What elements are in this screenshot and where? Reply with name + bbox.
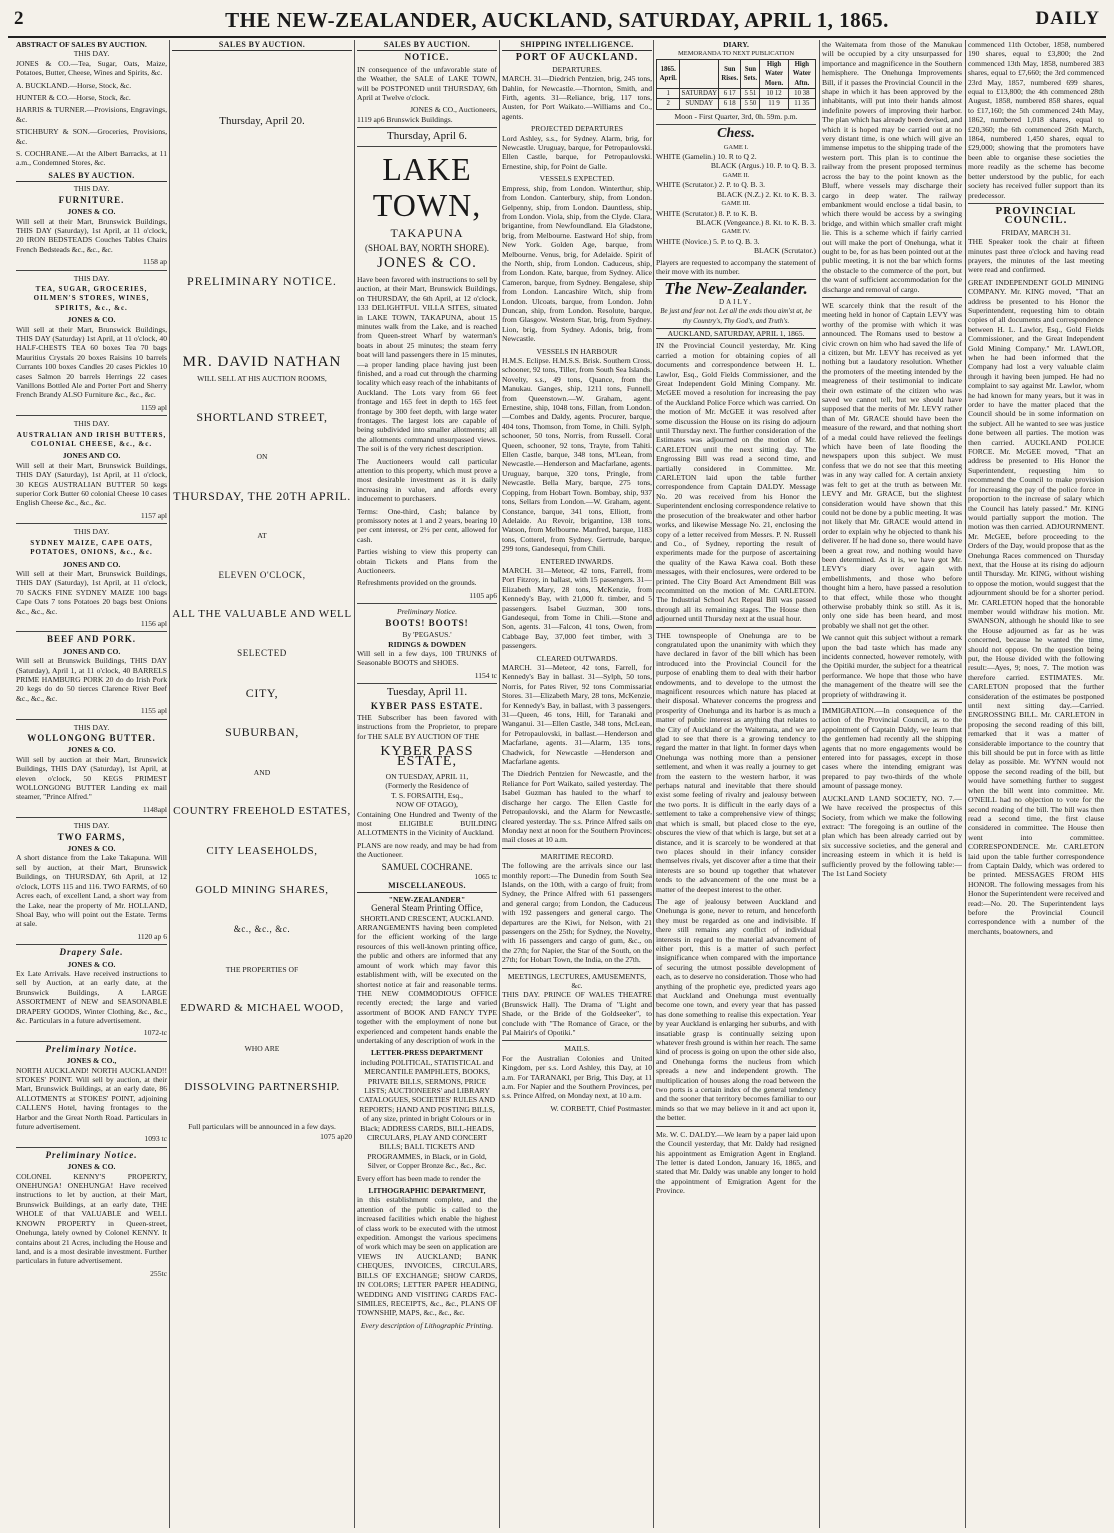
harbour-body: H.M.S. Eclipse. H.M.S.S. Brisk. Southern Cross, schooner, 92 tons, Tiller, from South Sea Islands. Novelty, s.s., 49 tons, Quance, from the Manukau. Ganges, ship, 1211 tons, Funnell, from Queenstown.—W. Graham, agent. Ernestine, ship, 1048 tons, Fillan, from London.—Combes and Daldy, agents. Procurer, barque, 404 tons, Thomson, from Tome, in Chili. Sylph, schooner, 50 tons, Norris, from Russell. Coral Queen, schooner, 92 tons, Trayte, from Tahiti. Ellen Castle, barque, 348 tons, M'Lean, from Newcastle.—Henderson and Macfarlane, agents. Uruguay, barque, 320 tons, Pringle, from Newcastle. Bella Mary, barque, 275 tons, Copping, from Hobart Town. Bombay, ship, 937 tons, Sellars from London.—W. Graham, agent. Constance, barque, 341 tons, Elliott, from Adelaide. Au Revoir, brigantine, 138 tons, Watson, from Melbourne. Manfred, barque, 1183 tons, Cotterel, from Sydney. Gertrude, barque, 299 tons, Gandesequi, from Chili. <box>502 356 652 554</box>
city-leaseholds: CITY LEASEHOLDS, <box>206 844 318 857</box>
litho-footer: Every description of Lithographic Printing. <box>360 1320 494 1330</box>
ad-body: Ex Late Arrivals. Have received instructions to sell by Auction, at an early date, at the Brunswick Buildings, A LARGE ASSORTMENT of NEW and SEASONABLE DRAPERY GOODS, Winter Clothing, &c., &c., &c. Particulars in a future advertisement. <box>16 968 167 1025</box>
port-title: PORT OF AUCKLAND. <box>515 52 639 64</box>
table-cell: 6 17 <box>719 89 741 99</box>
ad-day: THIS DAY. <box>73 821 110 831</box>
daldy-body: —We learn by a paper laid upon the Council yesterday, that Mr. Daldy had resigned his appointment as Emigration Agent in England. The letter is dated London, January 16, 1865, and stated that Mr. Daldy was unable any longer to hold the appointment of Emigration Agent for the Province. <box>656 1129 816 1196</box>
mails-body: For the Australian Colonies and United Kingdom, per s.s. Lord Ashley, this Day, at 10 a.m. For TARANAKI, per Brig, This Day, at 11 a.m. For Napier and the Southern Provinces, per s.s. Prince Alfred, on Monday next, at 10 a.m. <box>502 1053 652 1101</box>
diary-title: DIARY. <box>723 40 749 49</box>
outwards-body: MARCH. 31—Meteor, 42 tons, Farrell, for Kennedy's Bay in ballast. 31—Sylph, 50 tons, Norris, for Pates River, 92 tons Commissariat Stores. 31—Elizabeth Mary, 28 tons, McKenzie, for Kennedy's Bay, in ballast, with 3 passengers. 31—Queen, 46 tons, Hill, for Taranaki and Wanganui. 31—Ellen Castle, 348 tons, McLean, for Petropaulovski, in ballast.—Henderson and Macfarlane, agents. 31—Alarm, 135 tons, Chadwick, for Newcastle —Henderson and Macfarlane agents. <box>502 663 652 767</box>
printing-sub: General Steam Printing Office, <box>371 903 483 914</box>
ad-seller: JONES & CO. <box>67 315 116 325</box>
ad-heading: AUSTRALIAN AND IRISH BUTTERS, COLONIAL CHEESE, &c., &c. <box>16 430 167 449</box>
boots-pre: Preliminary Notice. <box>396 607 458 617</box>
ad-seller: JONES & CO. <box>67 745 116 755</box>
litho-intro: Every effort has been made to render the <box>357 1173 481 1183</box>
column-heading: SHIPPING INTELLIGENCE. <box>502 40 652 51</box>
inwards-body: MARCH. 31—Meteor, 42 tons, Farrell, from Port Fitzroy, in ballast, with 15 passengers. 31—Elizabeth Mary, 28 tons, McKenzie, from Kennedy's Bay, with 21,000 ft. timber, and 5 passengers. Isabel Guzman, 300 tons, Gandesequi, from Tome in Chili.—Stone and Son, agents. 31—Falcon, 41 tons, Owen, from Cabbage Bay, 37,000 feet timber, with 3 passengers. <box>502 565 652 651</box>
freehold-estates: COUNTRY FREEHOLD ESTATES, <box>173 805 351 818</box>
maritime-body: The following are the arrivals since our last monthly report:—The Dunedin from South Sea Islands, on the 10th, with a cargo of fruit; from Sydney, the Prince Alfred with 61 passengers and general cargo; from London, the Caduceus with 192 passengers and general cargo. The departures are the Kiwi, for Nelson, with 21 passengers on the 25th; for Sydney, the Novelty, with 16 passengers and cargo of gum, &c., on the 27th; for Napier, the Star of the South, on the 27th; for Hobart Town, the India, on the 27th. <box>502 861 652 965</box>
misc-heading: MISCELLANEOUS. <box>357 881 497 892</box>
land-society-item: AUCKLAND LAND SOCIETY, NO. 7.—We have received the prospectus of this Society, from which we make the following extract: 'The foregoing is an outline of the plan which has been already carried out by six successive societies, and the general and increasing esteem in which it is held is sufficiently proved by the following table:—The 1st Land Society <box>822 793 962 878</box>
chess-game <box>656 199 816 227</box>
abstract-item: HARRIS & TURNER.—Provisions, Engravings, &c. <box>16 105 167 124</box>
ad-ref: 1075 ap20 <box>320 1131 352 1141</box>
kyber-heading: KYBER PASS ESTATE. <box>370 700 484 711</box>
printing-body: ARRANGEMENTS having been completed for the efficient working of the large resources of this well-known printing office, the public and others are informed that any amount of work which may favor this establishment with, will be executed on the shortest notice at fair and reasonable terms. THE NEW COMMODIOUS OFFICE recently erected; the large and varied assortment of BOOK AND FANCY TYPE together with the employment of none but experienced and competent hands enable the undertaking of any description of work in the <box>357 923 497 1045</box>
divider <box>16 523 167 524</box>
top-rule <box>8 36 1106 38</box>
land-society-cont: commenced 11th October, 1858, numbered 190 shares, equal to £3,800; the 2nd commenced 13th May, 1858, numbered 383 shares, equal to £7,660; the 3rd commenced 23rd May, 1857, numbered 699 shares, equal to £13,800; the 4th commenced 28th August, 1858, numbered 858 shares, equal to £17,160; the 5th commenced 24th May, 1862, numbered 1,018 shares, equal to £20,360; the 6th commenced 26th March, 1864, numbered 1,450 shares, equal to £29,000; showing that the promoters have been able to organise these societies the more readily as the scheme has become better understood by the public, for each society has received fuller support than its predecessor. <box>968 40 1104 200</box>
editorial-2: THE townspeople of Onehunga are to be congratulated upon the unanimity with which they have declared in favor of the bill which has been introduced into the Provincial Council for the purpose of enabling them to deal with their harbor endowments, and to develope to the utmost the magnificent resources which nature has placed at their disposal. Whatever concerns the progress and prosperity of Onehunga and its harbor is as much a matter of public interest as anything that relates to the City of Auckland or the Waitemata, and we are glad to see that there is a growing tendency to regard the matter in that light. In former days when Onehunga was nothing more than a pensioner settlement, and when it was really a journey to get from the eastern to the western harbor, it was perhaps natural and inevitable that there should exist some feeling of rivalry and jealousy between the two ports. It is difficult in the early days of a settlement to take a comprehensive view of things; that which is small, but placed close to the eye, obscures the view of that which is large, but set at a distance, and it is scarcely to be wondered at that two places should in their infancy consider themselves rivals, yet discover after a time that their interests are so bound up together that whatever tends to the advancement of the one must be a matter of the deepest interest to the other. <box>656 630 816 894</box>
takapuna-title: TAKAPUNA <box>390 225 464 240</box>
ad-seller: JONES AND CO. <box>62 451 121 461</box>
printing-title: "NEW-ZEALANDER" <box>388 894 466 904</box>
divider <box>357 603 497 604</box>
all-valuable: ALL THE VALUABLE AND WELL <box>172 608 352 621</box>
owners-name: EDWARD & MICHAEL WOOD, <box>180 1002 344 1015</box>
column-divider <box>653 40 654 1528</box>
abstract-list <box>16 59 167 168</box>
shipping-notes: The Diedrich Pentzien for Newcastle, and the Reliance for Port Waikato, sailed yesterday. The Isabel Guzman has hauled to the wharf to discharge her cargo. The Ellen Castle for Petropaulovski, and the Alarm for Newcastle, cleared yesterday. The s.s. Prince Alfred sails on Monday next at noon for the Southern Provinces; mail closes at 10 a.m. <box>502 769 652 845</box>
divider <box>16 270 167 271</box>
ad-heading: SYDNEY MAIZE, CAPE OATS, POTATOES, ONIONS, &c., &c. <box>30 538 153 557</box>
chess-black-move: BLACK (Vengeance.) 8. Kt. to K. B. 3. <box>695 217 816 227</box>
ad-seller: JONES & CO. <box>67 207 116 217</box>
letterpress-list: including POLITICAL, STATISTICAL and MERCANTILE PAMPHLETS, BOOKS, PRIVATE BILLS, SERMONS, PRICE LISTS; AUCTIONEERS' and LIBRARY CATALOGUES, SOCIETIES' RULES AND REPORTS; HAND AND POSTING BILLS, of any size, printed in bright Colours or in Black; ADDRESS CARDS, BILL-HEADS, CIRCULARS, PLAY AND CONCERT BILLS; BALL TICKETS AND PROGRAMMES, in Black, or in Gold, Silver, or Copper Bronze &c., &c., &c. <box>358 1057 496 1171</box>
ad-heading: Preliminary Notice. <box>45 1149 138 1160</box>
kyber-sign: SAMUEL COCHRANE. <box>381 861 473 872</box>
table-cell: SUNDAY <box>680 99 719 109</box>
chess-game <box>656 171 816 199</box>
column-divider <box>169 40 170 1528</box>
on-word: ON <box>256 452 268 462</box>
lake-terms: Terms: One-third, Cash; balance by promissory notes at 1 and 2 years, bearing 10 per cent interest, or 2½ per cent, allowed for cash. <box>357 506 497 544</box>
projected-heading: PROJECTED DEPARTURES <box>531 124 623 134</box>
litho-body: in this establishment complete, and the attention of the public is called to the increased facilities which enable the highest of class work to be executed with the utmost expedition. Amongst the various specimens of work which may be seen on application are VIEWS IN AUCKLAND; BANK CHEQUES, INVOICES, CIRCULARS, BILLS OF EXCHANGE; SHOW CARDS, IN COLORS; LETTER PAPER HEADING, WEDDING AND VISITING CARDS FAC-SIMILES, RECEIPTS, &c., &c., PLANS OF TOWNSHIP, MAPS, &c., &c., &c. <box>357 1195 497 1318</box>
ad-seller: JONES & CO. <box>67 959 116 969</box>
lake-body-2: The Auctioneers would call particular attention to this property, which must prove a most desirable investment as it is daily increasing in value, and affords every inducement to purchasers. <box>357 456 497 504</box>
divider <box>357 127 497 128</box>
moon-phase: Moon - First Quarter, 3rd, 0h. 59m. p.m. <box>674 111 798 121</box>
editorial-cont: the Waitemata from those of the Manukau will be occupied by a city unsurpassed for importance and magnificence in the Southern hemisphere. The Onehunga Improvements Bill, if it passes the Provincial Council in the shape in which it has been approved by the inhabitants, will put into their hands almost indefinite powers of improving their harbor. The plan which has already been devised, and which it is hoped may be carried out at no very distant time, is one which will give an immense impetus to the shipping trade of the western port. This plan is to continue the railway from the present proposed terminus across the bay to the point known as the Bluff, where vessels may discharge their cargo in deep water. The railway embankment would enclose a tidal basin, to which there would be access by a swinging bridge, and within which smaller craft might lie. This is a scheme which if fairly carried out will make the port of Onehunga, what it ought to be, for as has been pointed out at the public meeting, it is not the bar which forms the obstacle to the commerce of the port, but the want of sufficient accommodation for the discharge and removal of cargo. <box>822 40 962 294</box>
divider <box>502 968 652 969</box>
auction-ad <box>16 184 167 270</box>
notice-sign: JONES & CO., Auctioneers, <box>410 105 497 115</box>
table-header: Sun Sets. <box>741 59 760 88</box>
auction-ad <box>16 821 167 945</box>
auctioneer-name: MR. DAVID NATHAN <box>182 354 342 371</box>
table-header <box>680 59 719 88</box>
column-divider <box>819 40 820 1528</box>
column-heading: SALES BY AUCTION. <box>172 40 352 51</box>
litho-title: LITHOGRAPHIC DEPARTMENT, <box>368 1186 486 1196</box>
boots-seller: RIDINGS & DOWDEN <box>388 639 466 649</box>
chess-game <box>656 227 816 255</box>
ad-day: THIS DAY. <box>73 273 110 283</box>
boots-title: BOOTS! BOOTS! <box>385 617 469 628</box>
notice-body: IN consequence of the unfavorable state of the Weather, the SALE of LAKE TOWN, will be POSTPONED until THURSDAY, 6th April at Twelve o'clock. <box>357 64 497 103</box>
notice-ref: 1119 ap6 Brunswick Buildings. <box>357 114 453 124</box>
chess-game-number: GAME IV. <box>721 228 751 236</box>
diary-table <box>656 59 816 110</box>
auction-ad <box>16 723 167 819</box>
column-2 <box>172 40 352 1528</box>
paper-motto: Be just and fear not. Let all the ends thou aim'st at, be thy Country's, Thy God's, and Truth's. <box>660 307 812 325</box>
kyber-body: THE Subscriber has been favored with instructions from the Proprietor, to prepare for THE SALE BY AUCTION OF THE <box>357 712 497 741</box>
daldy-title: Mr. W. C. DALDY. <box>656 1129 717 1139</box>
ad-day: THIS DAY. <box>73 527 110 537</box>
harbour-heading: VESSELS IN HARBOUR <box>536 346 618 356</box>
ad-ref: 1154 tc <box>474 670 497 680</box>
abstract-subheading: THIS DAY. <box>73 49 110 59</box>
column-5 <box>656 40 816 1528</box>
dissolving-partnership: DISSOLVING PARTNERSHIP. <box>184 1080 340 1093</box>
table-row <box>657 89 816 99</box>
sales-heading: SALES BY AUCTION. <box>16 171 167 182</box>
kyber-res: (Formerly the Residence of <box>385 781 469 791</box>
departures-heading: DEPARTURES. <box>552 64 602 74</box>
ad-ref: 1105 ap6 <box>469 590 497 600</box>
ad-body: NORTH AUCKLAND! NORTH AUCKLAND!! STOKES' POINT. Will sell by auction, at their Mart, Brunswick Buildings, at an early date, 86 ALLOTMENTS at STOKES' POINT, adjoining CALLEN'S Hotel, having frontages to the Harbor and the Great North Road. Particulars in future advertisement. <box>16 1065 167 1132</box>
ad-day: THIS DAY. <box>73 184 110 194</box>
paper-dateline: AUCKLAND, SATURDAY, APRIL 1, 1865. <box>656 328 816 339</box>
expected-body: Empress, ship, from London. Winterthur, ship, from London. Canterbury, ship, from London. Gelpenny, ship, from London. Dauntless, ship, from London. Viola, ship, from the Clyde. Clara, brigantine, from Newfoundland. Ela Gladstone, brig, from Melbourne. Eastward Ho! ship, from New York. Golden Age, barque, from Melbourne. Venus, brig, for Adelaide. Spirit of the North, ship, from London. Caduceus, ship, from London. Kate, barque, from Sydney. Alice Cameron, barque, from Sydney. Bengalese, ship from London. Lancashire Witch, ship from London. Ulcoats, barque, from London. John Duncan, ship, from London. Resolute, barque, from Glasgow. Western Star, brig, from Sydney. Lion, brig, from Sydney. Adonis, brig, from Newcastle. <box>502 183 652 344</box>
ad-day: THIS DAY. <box>73 722 110 732</box>
column-4 <box>502 40 652 1528</box>
lake-parties: Parties wishing to view this property can obtain Tickets and Plans from the Auctioneers. <box>357 547 497 576</box>
divider <box>656 124 816 125</box>
kyber-plans: PLANS are now ready, and may be had from the Auctioneer. <box>357 840 497 860</box>
outwards-heading: CLEARED OUTWARDS. <box>536 653 618 663</box>
kyber-date: Tuesday, April 11. <box>386 686 468 699</box>
divider <box>16 415 167 416</box>
divider <box>16 1041 167 1042</box>
chess-game-number: GAME II. <box>722 171 750 179</box>
ad-heading: FURNITURE. <box>58 194 125 205</box>
letterpress-title: LETTER-PRESS DEPARTMENT <box>370 1048 484 1058</box>
preliminary-notice: PRELIMINARY NOTICE. <box>187 273 337 288</box>
kyber-otago: NOW OF OTAGO), <box>396 800 458 810</box>
council-title: PROVINCIAL COUNCIL. <box>995 204 1077 227</box>
ad-body: A short distance from the Lake Takapuna. Will sell by auction, at their Mart, Brunswick Buildings, on THURSDAY, 6th April, at 12 o'clock, LOTS 115 and 116. TWO FARMS, of 60 Acres each, of excellent Land, a short way from the Lake, near the property of Mr. HOLLAND, Shoal Bay, who will point out the Estate. Terms at sale. <box>16 853 167 929</box>
ad-body: Will sell at their Mart, Brunswick Buildings, THIS DAY (Saturday), 1st April, at 11 o'clock, 30 KEGS AUSTRALIAN BUTTER 50 kegs superior Cork Butter 60 colonial Cheese 10 cases English Cheese &c., &c., &c. <box>16 460 167 508</box>
abstract-item: HUNTER & CO.—Horse, Stock, &c. <box>16 93 131 103</box>
boots-body: Will sell in a few days, 100 TRUNKS of Seasonable BOOTS and SHOES. <box>357 648 497 668</box>
ad-body: Will sell at their Mart, Brunswick Buildings, THIS DAY (Saturday), 1st April, at 11 o'clock, 20 IRON BEDSTEADS Couches Tables Chairs French Bedsteads &c., &c., &c. <box>16 216 167 254</box>
who-are: WHO ARE <box>244 1043 280 1053</box>
table-header: High Water Aftn. <box>788 59 815 88</box>
council-body: GREAT INDEPENDENT GOLD MINING COMPANY. Mr. KING moved, "That an address be presented to his Honor the Superintendent, requesting him to obtain copies of all documents and correspondence between H. L. Lawlor, Esq., Gold Fields Commissioner, and the Great Independent Gold Mining Company." Mr. LAWLOR, when he had been informed that the Company had lost a very valuable claim through it having been jumped. He had no complaint to say against Mr. Lawlor, whom he had known for many years, but it was in order to have the matter placed that the Council should be in some information on the subject. All he wanted to see was justice done between all parties. The motion was then carried. AUCKLAND POLICE FORCE. Mr. McGEE moved, "That an address be presented to His Honor the Superintendent, requesting him to recommend the Council to make provision for increasing the pay of the police force in proportion to the increase of salary which the Council has lately passed." Mr. KING would partially support the motion. The motion was then carried. ADJOURNMENT. Mr. McGEE, before proceeding to the Orders of the Day, would propose that as the Onehunga Races commenced on Thursday next, that the House at its rising do adjourn until Thursday. Mr. KING, without wishing to oppose the motion, would suggest that the adjournment should be for a shorter period. Mr. CARLETON hoped that the honorable member would withdraw his motion. Mr. SWANSON, although he should like to see the House adjourned as far as he was concerned, because he wanted the time, should not oppose. On the question being put, the House divided with the following result:—Ayes, 9; noes, 7. The motion was therefore carried. ESTIMATES. Mr. CARLETON proposed that the further consideration of the estimates be postponed until next sitting day.—Carried. ENGROSSING BILL. Mr. CARLETON in proposing the second reading of this bill, remarked that it was a matter of considerable importance to the country that this bill should be put in force with as little delay as possible. Mr. WYNN would not oppose the second reading of the bill, but would have something further to suggest when the bill went into committee. Mr. O'NEILL had no objection to vote for the second reading of the bill. The bill was then read a second time, the first clause considered in committee. The House then went into committee. CORRESPONDENCE. Mr. CARLETON laid upon the table further correspondence from Captain Daldy, which was ordered to be printed. MESSAGES FROM HIS HONOR. The following messages from his Honor the Superintendent were received and read:—No. 20. The Superintendent lays before the Provincial Council correspondence with a number of the merchants, boatowners, and <box>968 277 1104 936</box>
ad-seller: JONES AND CO. <box>62 559 121 569</box>
divider <box>357 146 497 147</box>
lake-body: Have been favored with instructions to sell by auction, at their Mart, Brunswick Buildings, on THURSDAY, the 6th April, at 12 o'clock, 133 DELIGHTFUL VILLA SITES, situated in LAKE TOWN, TAKAPUNA, about 15 minutes walk from the Lake, and is reached from Queen-street Wharf by waterman's boats in about 25 minutes; the steam ferry boat will land passengers there in 15 minutes,—a proper landing place having just been finished, and a road cut through the charming locality which easy reach of the inhabitants of Auckland. The Lots vary from 66 feet frontage and 165 feet in depth to 165 feet frontage by 300 feet depth, with large water frontages. The largest lots are capable of being subdivided into smaller allotments; all the allotments command unsurpassed views. The soil is of the very richest description. <box>357 274 497 454</box>
edition-label: DAILY <box>1035 8 1100 29</box>
divider <box>16 631 167 632</box>
divider <box>502 848 652 849</box>
ad-heading: Drapery Sale. <box>59 947 124 958</box>
ad-body: Will sell by auction at their Mart, Brunswick Buildings, THIS DAY (Saturday), 1st April, at eleven o'clock, 50 KEGS PRIMEST WOLLONGONG BUTTER Landing ex mail steamer, "Prince Alfred." <box>16 754 167 802</box>
ad-day: THIS DAY. <box>73 419 110 429</box>
ad-ref: 1065 tc <box>474 872 497 882</box>
table-cell: 10 38 <box>788 89 815 99</box>
suburban-word: SUBURBAN, <box>225 725 299 740</box>
table-row <box>657 99 816 109</box>
printing-addr: SHORTLAND CRESCENT, AUCKLAND. <box>360 913 494 923</box>
masthead <box>0 8 1114 34</box>
inwards-heading: ENTERED INWARDS. <box>540 556 614 566</box>
editorial-1: IN the Provincial Council yesterday, Mr. King carried a motion for obtaining copies of all documents and correspondence between H. L. Lawlor, Esq., Gold Fields Commissioner, and the Great Independent Gold Mining Company. Mr. McGEE moved a resolution for increasing the pay of the Auckland Police Force which was carried. On the motion of Mr. McGEE it was resolved after some discussion the House on its rising do adjourn until Thursday next. The further consideration of the Estimates was adjourned on the motion of Mr. CARLETON until the next sitting day. The Engrossing Bill was read a second time, and partially considered in Committee. Mr. CARLETON laid upon the table further correspondence from Captain DALDY. Message No. 20 was received from his Honor the Superintendent enclosing correspondence relative to the prosecution of the breakwater and other harbor works, and likewise Message No. 21, enclosing the copy of a letter received from Messrs. P. N. Russell and Co., of Sydney, reporting the result of experiments made for the purpose of ascertaining the quality of the Kawa Kawa coal. Both these messages, with their enclosures, were ordered to be printed. The City Board Act Amendment Bill was recommitted on the motion of Mr. CARLETON. The Industrial School Act Repeal Bill was passed through all its remaining stages. The House then adjourned until Thursday next at the usual hour. <box>656 341 816 624</box>
ad-ref: 255tc <box>150 1268 167 1278</box>
editorial-theatre: We cannot quit this subject without a remark upon the bad taste which has made any incidents connected, however remotely, with the Opitiki murder, the subject for a theatrical performance. We hope that those who have the management of the theatre will see the propriety of withdrawing it. <box>822 633 962 699</box>
ad-heading: BEEF AND PORK. <box>47 634 136 645</box>
sale-date: Thursday, April 20. <box>219 115 305 128</box>
table-cell: 5 50 <box>741 99 760 109</box>
kyber-contain: Containing One Hundred and Twenty of the most ELIGIBLE BUILDING ALLOTMENTS in the Vicinity of Auckland. <box>357 809 497 838</box>
meetings-heading: MEETINGS, LECTURES, AMUSEMENTS, &c. <box>507 971 647 990</box>
footer-note: Full particulars will be announced in a few days. <box>188 1122 336 1132</box>
chess-title: Chess. <box>717 126 755 142</box>
auction-ad <box>16 948 167 1042</box>
ad-heading: WOLLONGONG BUTTER. <box>27 733 156 743</box>
council-opening: THE Speaker took the chair at fifteen minutes past three o'clock and having read prayers, the minutes of the last meeting were read and confirmed. <box>968 237 1104 275</box>
divider <box>656 1126 816 1127</box>
table-cell: 1 <box>657 89 680 99</box>
column-heading: SALES BY AUCTION. <box>357 40 497 51</box>
sale-day: THURSDAY, THE 20TH APRIL. <box>173 488 351 503</box>
ad-ref: 1157 apl <box>140 510 167 520</box>
divider <box>16 719 167 720</box>
diary-sub: MEMORANDA TO NEXT PUBLICATION <box>677 50 795 58</box>
city-word: CITY, <box>245 685 279 700</box>
chess-game-number: GAME III. <box>721 200 751 208</box>
ad-ref: 1072-tc <box>143 1028 167 1038</box>
ad-ref: 1159 apl <box>140 402 167 412</box>
at-word: AT <box>257 531 267 541</box>
notice-title: NOTICE. <box>404 52 450 63</box>
auctioneer-name: JONES & CO. <box>377 255 477 272</box>
ad-body: Will sell at their Mart, Brunswick Buildings, THIS DAY (Saturday), 1st April, at 11 o'clock, 70 SACKS FINE SYDNEY MAIZE 100 bags Cape Oats 7 tons Potatoes 20 bags best Onions &c., &c., &c. <box>16 568 167 616</box>
column-1 <box>16 40 167 1528</box>
lake-refresh: Refreshments provided on the grounds. <box>357 578 477 588</box>
mails-sign: W. CORBETT, Chief Postmaster. <box>550 1103 652 1113</box>
ad-ref: 1156 apl <box>140 618 167 628</box>
kyber-on: ON TUESDAY, APRIL 11, <box>385 771 469 781</box>
abstract-item: STICHBURY & SON.—Groceries, Provisions, &c. <box>16 127 167 146</box>
table-cell: 6 18 <box>719 99 741 109</box>
sale-time: ELEVEN O'CLOCK, <box>218 569 306 580</box>
auction-ad <box>16 1151 167 1278</box>
boots-by: By 'PEGASUS.' <box>402 630 452 640</box>
chess-white-move: WHITE (Novice.) 5. P. to Q. B. 3. <box>656 236 760 246</box>
sale-date: Thursday, April 6. <box>387 130 467 143</box>
chess-white-move: WHITE (Gamelin.) 10. R to Q 2. <box>656 152 757 162</box>
divider <box>16 817 167 818</box>
ad-heading: TWO FARMS, <box>57 831 126 842</box>
ad-ref: 1158 ap <box>143 257 167 267</box>
ad-ref: 1148apl <box>142 804 167 814</box>
abstract-item: A. BUCKLAND.—Horse, Stock, &c. <box>16 80 132 90</box>
auction-ad <box>16 419 167 524</box>
column-7 <box>968 40 1104 1528</box>
column-divider <box>965 40 966 1528</box>
auction-ad <box>16 274 167 417</box>
ad-seller: JONES AND CO. <box>62 646 121 656</box>
auction-ad <box>16 527 167 632</box>
meetings-body: THIS DAY. PRINCE OF WALES THEATRE (Brunswick Hall). The Drama of "Light and Shade, or the Bride of the Goldseeker", to conclude with "The Romance of Grace, or the Pal Mairir's of Opotiki." <box>502 990 652 1038</box>
divider <box>822 702 962 703</box>
divider <box>968 203 1104 204</box>
daldy-item <box>656 1130 816 1196</box>
ad-seller: JONES & CO. <box>67 844 116 854</box>
chess-white-move: WHITE (Scrutator.) 2. P. to Q. B. 3. <box>656 180 766 190</box>
ad-ref: 1093 tc <box>144 1134 167 1144</box>
table-header: Sun Rises. <box>719 59 741 88</box>
council-date: FRIDAY, MARCH 31. <box>1001 227 1071 237</box>
abstract-heading: ABSTRACT OF SALES BY AUCTION. <box>16 40 147 49</box>
column-divider <box>499 40 500 1528</box>
shoal-bay: (SHOAL BAY, NORTH SHORE). <box>365 243 489 254</box>
kyber-title: KYBER PASS ESTATE, <box>380 744 474 769</box>
paper-title: The New-Zealander. <box>664 279 808 299</box>
editorial-3: The age of jealousy between Auckland and Onehunga is gone, never to return, and henceforth they must be regarded as one and indivisible. If there still remains any conflict of individual interests in regard to the material advancement of either port, this is a matter of such perfect insignificance when compared with the importance of securing the utmost possible development of each, as to deserve no consideration. Those who had anything of the prophetic eye, predicted years ago that Auckland and Onehunga must eventually become one town, and every year that has passed has done something to realise this expectation. Year by year Auckland is enlarging her suburbs, and with insatiable grasp is continually seizing upon whatever fresh ground is within her reach. The same kind of process is going on upon the other side also, and Onehunga forms the nucleus from which spreads a new and independent growth. The multiplication of houses along the road between the two ports is a certain index of the general tendency and the sooner that territory becomes familiar to our minds so that we may believe in it and act upon it, the better. <box>656 896 816 1123</box>
divider <box>16 1147 167 1148</box>
chess-black-move: BLACK (N.Z.) 2. Kt. to K. B. 3. <box>716 189 816 199</box>
ad-seller: JONES & CO., <box>66 1056 117 1066</box>
table-cell: 10 12 <box>760 89 788 99</box>
immigration-item: IMMIGRATION.—In consequence of the action of the Provincial Council, as to the appointment of Captain Daldy, we learn that the gentlemen had recently all the shipping agents that no more engagements would be entered into for passages, except in those cases where the intending emigrant was prepared to pay two-thirds of the whole amount of passage money. <box>822 706 962 791</box>
editorial-levy: WE scarcely think that the result of the meeting held in honor of Captain LEVY was worthy of the promise with which it was announced. The Romans used to bestow a civic crown on him who had saved the life of a citizen, but Mr. LEVY has received as yet nothing but a laudatory resolution. Whether the promoters of the meeting intended by the meagreness of their testimonial to indicate their own estimate of the citizen who was saved we cannot tell, but we should have supposed that the merits of Mr. LEVY rather than of Mr. GRACE should have been the measure of the reward, and that nothing short of a medal could have relieved the feelings which have been of late flooding the newspapers upon this subject. We must confess that we do not see that this meeting was in any way called for. A certain anxiety was felt to get at the truth as between Mr. LEVY and Mr. GRACE, but the slightest consideration would have shown that this could not be done by a public meeting. It was not likely that Mr. GRACE would attend in order to explain why he objected to thank his deliverer. If he had done so, there would have been a great row, and nothing would have been determined. As it is, we have got Mr. LEVY's diary over again with embellishments, and those who before thought him a hero, have passed a resolution to that effect, while those who thought otherwise probably think so still. As it is, only one side has been heard, and most probably we shall not get the other. <box>822 300 962 630</box>
ad-body: COLONEL KENNY'S PROPERTY, ONEHUNGA! ONEHUNGA! Have received instructions to let by auction, at their Mart, Brunswick Buildings, at an early date, THE WHOLE of that VALUABLE and WELL KNOWN PROPERTY in Queen-street, Onehunga, lately owned by Colonel KENNY. It contains about 21 Acres, including the House and land, and is a most desirable investment. Further particulars in future advertisement. <box>16 1171 167 1266</box>
properties-of: THE PROPERTIES OF <box>225 964 299 974</box>
table-cell: 2 <box>657 99 680 109</box>
ad-seller: JONES & CO. <box>67 1162 116 1172</box>
chess-black-move: BLACK (Scrutator.) <box>753 246 816 256</box>
divider <box>357 683 497 684</box>
street-name: SHORTLAND STREET, <box>196 410 328 425</box>
newspaper-title: THE NEW-ZEALANDER, AUCKLAND, SATURDAY, APRIL 1, 1865. <box>225 8 889 32</box>
will-sell-line: WILL SELL AT HIS AUCTION ROOMS, <box>197 373 327 383</box>
and-word: AND <box>253 767 271 777</box>
ad-body: Will sell at Brunswick Buildings, THIS DAY (Saturday), April 1, at 11 o'clock, 40 BARRELS PRIME HAMBURG PORK 20 do do Irish Pork 20 kegs do do 50 tierces Clarence River Beef &c., &c., &c. <box>16 656 167 703</box>
chess-note: Players are requested to accompany the statement of their move with its number. <box>656 257 816 276</box>
divider <box>822 297 962 298</box>
column-6 <box>822 40 962 1528</box>
table-row <box>657 59 816 88</box>
chess-black-move: BLACK (Argus.) 10. P. to Q. B. 3. <box>710 161 816 171</box>
divider <box>16 944 167 945</box>
ad-heading: TEA, SUGAR, GROCERIES, OILMEN'S STORES, WINES, SPIRITS, &c., &c. <box>33 284 150 312</box>
divider <box>656 627 816 628</box>
mails-heading: MAILS. <box>564 1044 590 1054</box>
column-3 <box>357 40 497 1528</box>
table-cell: 5 51 <box>741 89 760 99</box>
departures-body: MARCH. 31—Diedrich Pentzien, brig, 245 tons, Dahlin, for Newcastle.—Thornton, Smith, and Firth, agents. 31—Reliance, brig, 117 tons, Austen, for Port Waikato.—Williams and Co., agents. <box>502 74 652 121</box>
ad-heading: Preliminary Notice. <box>45 1043 138 1054</box>
ad-ref: 1120 ap 6 <box>137 931 167 941</box>
etc-line: &c., &c., &c. <box>233 924 291 935</box>
ad-body: Will sell at their Mart, Brunswick Buildings, THIS DAY (Saturday) 1st April, at 11 o'clock, 40 HALF-CHESTS TEA 60 boxes Tea 70 bags Mauritius Crystals 20 boxes Raisins 10 barrels Currants 100 boxes Candles 20 cases Pickles 10 cases Salmon 20 barrels Herrings 22 cases Vanillons Bottled Ale and Porter Port and Sherry French Brandy ALSO Furniture &c., &c., &c. <box>16 324 167 400</box>
abstract-item: S. COCHRANE.—At the Albert Barracks, at 11 a.m., Condemned Stores, &c. <box>16 149 167 168</box>
lake-town-title: LAKE TOWN, <box>372 150 482 223</box>
projected-body: Lord Ashley, s.s., for Sydney. Alarm, brig, for Newcastle. Uruguay, barque, for Petropaulovski. Ellen Castle, barque, for Petropaulovski. Ernestine, ship, for Point de Galle. <box>502 133 652 171</box>
expected-heading: VESSELS EXPECTED. <box>539 174 615 184</box>
table-cell: SATURDAY <box>681 90 718 98</box>
page-number: 2 <box>14 8 24 29</box>
kyber-name: T. S. FORSAITH, Esq., <box>390 790 463 800</box>
selected-word: SELECTED <box>237 648 287 659</box>
auction-ad <box>16 635 167 719</box>
table-cell: 11 9 <box>760 99 788 109</box>
chess-white-move: WHITE (Scrutator.) 8. P. to K. B. <box>656 208 758 218</box>
chess-game-number: GAME I. <box>723 143 749 151</box>
column-divider <box>354 40 355 1528</box>
chess-game <box>656 143 816 171</box>
abstract-item: JONES & CO.—Tea, Sugar, Oats, Maize, Potatoes, Butter, Cheese, Wines and Spirits, &c. <box>16 58 167 78</box>
paper-daily: DAILY. <box>719 297 753 306</box>
auction-ad <box>16 1045 167 1148</box>
table-cell: 11 35 <box>788 99 815 109</box>
table-header: High Water Morn. <box>760 59 788 88</box>
divider <box>502 1040 652 1041</box>
gold-mining-shares: GOLD MINING SHARES, <box>195 883 329 896</box>
table-header: 1865. April. <box>657 59 680 88</box>
ad-ref: 1155 apl <box>140 706 167 716</box>
maritime-heading: MARITIME RECORD. <box>540 851 614 861</box>
